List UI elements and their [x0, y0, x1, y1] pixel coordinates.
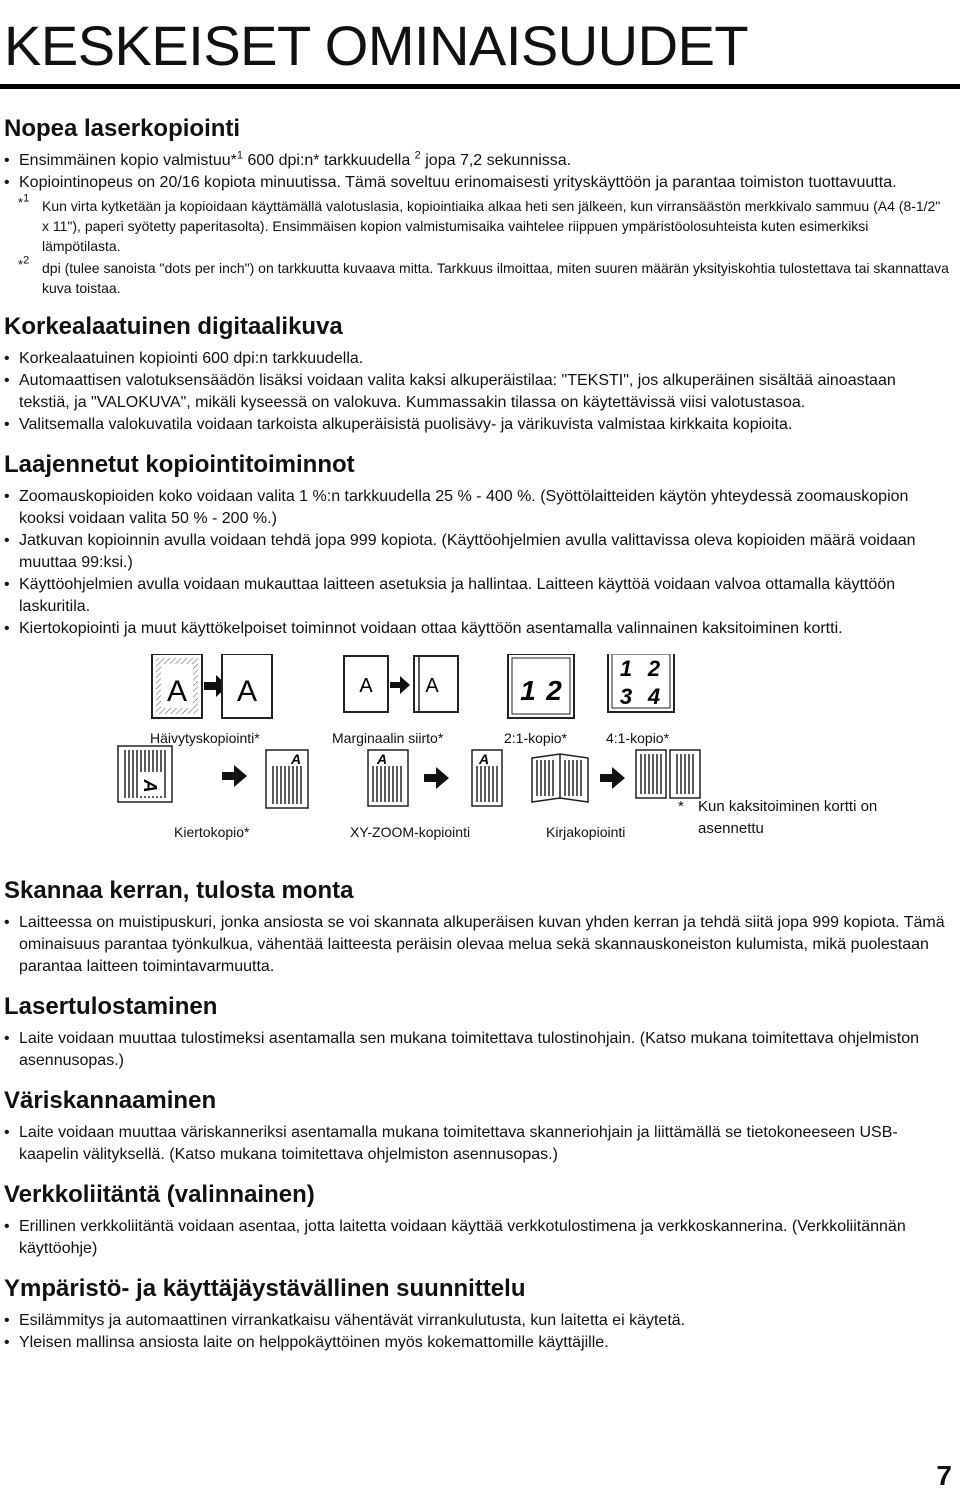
list-item: • Kiertokopiointi ja muut käyttökelpoiset toiminnot voidaan ottaa käyttöön asentamalla valinnainen kaksitoiminen kortti. [4, 618, 950, 640]
two-in-one-illustration [508, 654, 574, 718]
footnote-text: Kun virta kytketään ja kopioidaan käyttämällä valotuslasia, kopiointiaika alkaa heti sen jälkeen, kun virransäästön merkkivalo sammuu (A4 (8-1/2" x 11"), paperi syötetty paperitasolta). Ensimmäisen kopion valmistumisaika vaihtelee riippuen ympäristöolosuhteista kuten esimerkiksi lämpötilasta. [42, 198, 941, 254]
list-item: • Automaattisen valotuksensäädön lisäksi voidaan valita kaksi alkuperäistilaa: "TEKSTI", jos alkuperäinen sisältää ainoastaan tekstiä, ja "VALOKUVA", mikäli kyseessä on valokuva. Kummassakin tilassa on käytettävissä viisi valotustasoa. [4, 370, 950, 414]
section-heading: Verkkoliitäntä (valinnainen) [4, 1181, 315, 1208]
glyph-two: 2 [546, 675, 562, 706]
section-heading: Laajennetut kopiointitoiminnot [4, 451, 355, 478]
caption-book-copy: Kirjakopiointi [546, 824, 626, 840]
xy-zoom-illustration [368, 750, 502, 806]
glyph-a: A [478, 751, 490, 767]
arrow-icon [222, 765, 247, 787]
footnote-ref: 1 [236, 149, 243, 162]
arrow-icon [600, 767, 625, 789]
bullet-text: jopa 7,2 sekunnissa. [420, 152, 572, 169]
note-star: * [678, 798, 684, 815]
caption-margin-shift: Marginaalin siirto* [332, 730, 444, 746]
bullet-list [4, 486, 950, 640]
footnote [4, 254, 950, 298]
section-heading: Korkealaatuinen digitaalikuva [4, 313, 343, 340]
caption-rotation-copy: Kiertokopio* [174, 824, 250, 840]
bullet-list [4, 150, 950, 194]
page-number: 7 [936, 1460, 952, 1491]
footnote-mark: *$^2$ [18, 254, 30, 272]
bullet-list [4, 1028, 950, 1072]
bullet-text: 600 dpi:n* tarkkuudella [243, 152, 415, 169]
section-heading: Nopea laserkopiointi [4, 115, 241, 142]
list-item: • Jatkuvan kopioinnin avulla voidaan tehdä jopa 999 kopiota. (Käyttöohjelmien avulla valittavissa oleva kopioiden määrä voidaan muuttaa 99:ksi.) [4, 530, 950, 574]
four-in-one-illustration [608, 654, 674, 712]
figure-note [678, 796, 888, 840]
glyph-a: A [140, 779, 160, 793]
arrow-icon [390, 676, 410, 694]
caption-fade-copy: Häivytyskopiointi* [150, 730, 260, 746]
bullet-list [4, 912, 950, 978]
document-body [4, 102, 950, 1354]
caption-four-in-one: 4:1-kopio* [606, 730, 670, 746]
footnote-mark: *$^1$ [18, 192, 30, 210]
caption-xy-zoom: XY-ZOOM-kopiointi [350, 824, 471, 840]
bullet-list [4, 348, 950, 436]
list-item [4, 150, 950, 172]
bullet-list [4, 1310, 950, 1354]
margin-shift-illustration [344, 656, 458, 712]
fade-copy-illustration [152, 654, 272, 718]
rotation-copy-illustration [118, 746, 308, 808]
note-text: Kun kaksitoiminen kortti on asennettu [698, 798, 878, 837]
section-heading: Ympäristö- ja käyttäjäystävällinen suunnittelu [4, 1275, 526, 1302]
glyph-two: 2 [647, 656, 661, 681]
title-rule [0, 84, 960, 89]
list-item: • Erillinen verkkoliitäntä voidaan asentaa, jotta laitetta voidaan käyttää verkkotulostimena ja verkkoskannerina. (Verkkoliitännän käyttöohje) [4, 1216, 950, 1260]
glyph-three: 3 [619, 684, 633, 709]
list-item: • Kopiointinopeus on 20/16 kopiota minuutissa. Tämä soveltuu erinomaisesti yrityskäyttöön ja parantaa toimiston tuottavuutta. [4, 172, 950, 194]
section-heading: Skannaa kerran, tulosta monta [4, 877, 354, 904]
glyph-a: A [290, 751, 302, 767]
glyph-a: A [236, 675, 258, 708]
caption-two-in-one: 2:1-kopio* [504, 730, 568, 746]
list-item: • Yleisen mallinsa ansiosta laite on helppokäyttöinen myös kokemattomille käyttäjille. [4, 1332, 950, 1354]
glyph-a: A [376, 751, 388, 767]
book-copy-illustration [532, 750, 700, 802]
glyph-one: 1 [619, 656, 633, 681]
list-item: • Zoomauskopioiden koko voidaan valita 1 %:n tarkkuudella 25 % - 400 %. (Syöttölaitteiden käytön yhteydessä zoomauskopion kooksi voidaan valita 50 % - 200 %.) [4, 486, 950, 530]
glyph-a: A [166, 675, 188, 708]
list-item: • Esilämmitys ja automaattinen virrankatkaisu vähentävät virrankulutusta, kun laitetta ei käytetä. [4, 1310, 950, 1332]
list-item: • Käyttöohjelmien avulla voidaan mukauttaa laitteen asetuksia ja hallintaa. Laitteen käyttöä voidaan valvoa ottamalla käyttöön laskuritila. [4, 574, 950, 618]
glyph-four: 4 [647, 684, 661, 709]
bullet-list [4, 1122, 950, 1166]
bullet-text: Ensimmäinen kopio valmistuu* [19, 152, 237, 169]
list-item: • Laite voidaan muuttaa tulostimeksi asentamalla sen mukana toimitettava tulostinohjain. (Katso mukana toimitettava ohjelmiston asennusopas.) [4, 1028, 950, 1072]
page-title: KESKEISET OMINAISUUDET [4, 14, 749, 77]
glyph-one: 1 [520, 675, 536, 706]
copy-functions-figure [4, 654, 950, 862]
list-item: • Laitteessa on muistipuskuri, jonka ansiosta se voi skannata alkuperäisen kuvan yhden kerran ja tehdä siitä jopa 999 kopiota. Tämä ominaisuus parantaa työnkulkua, vähentää laitteesta peräisin olevaa melua sekä skannauskoneiston kulumista, mikä puolestaan parantaa laitteen toimintavarmuutta. [4, 912, 950, 978]
glyph-a: A [425, 675, 439, 697]
bullet-list [4, 1216, 950, 1260]
footnote-ref: 2 [414, 149, 421, 162]
footnote [4, 192, 950, 256]
section-heading: Lasertulostaminen [4, 993, 218, 1020]
section-heading: Väriskannaaminen [4, 1087, 217, 1114]
footnote-text: dpi (tulee sanoista "dots per inch") on tarkkuutta kuvaava mitta. Tarkkuus ilmoittaa, miten suuren määrän yksityiskohtia tulostettava tai skannattava kuva toistaa. [42, 260, 949, 296]
list-item: • Korkealaatuinen kopiointi 600 dpi:n tarkkuudella. [4, 348, 950, 370]
glyph-a: A [359, 675, 373, 697]
arrow-icon [424, 767, 449, 789]
list-item: • Laite voidaan muuttaa väriskanneriksi asentamalla mukana toimitettava skanneriohjain ja liittämällä se tietokoneeseen USB-kaapelin välityksellä. (Katso mukana toimitettava ohjelmiston asennusopas.) [4, 1122, 950, 1166]
list-item: • Valitsemalla valokuvatila voidaan tarkoista alkuperäisistä puolisävy- ja värikuvista valmistaa kirkkaita kopioita. [4, 414, 950, 436]
